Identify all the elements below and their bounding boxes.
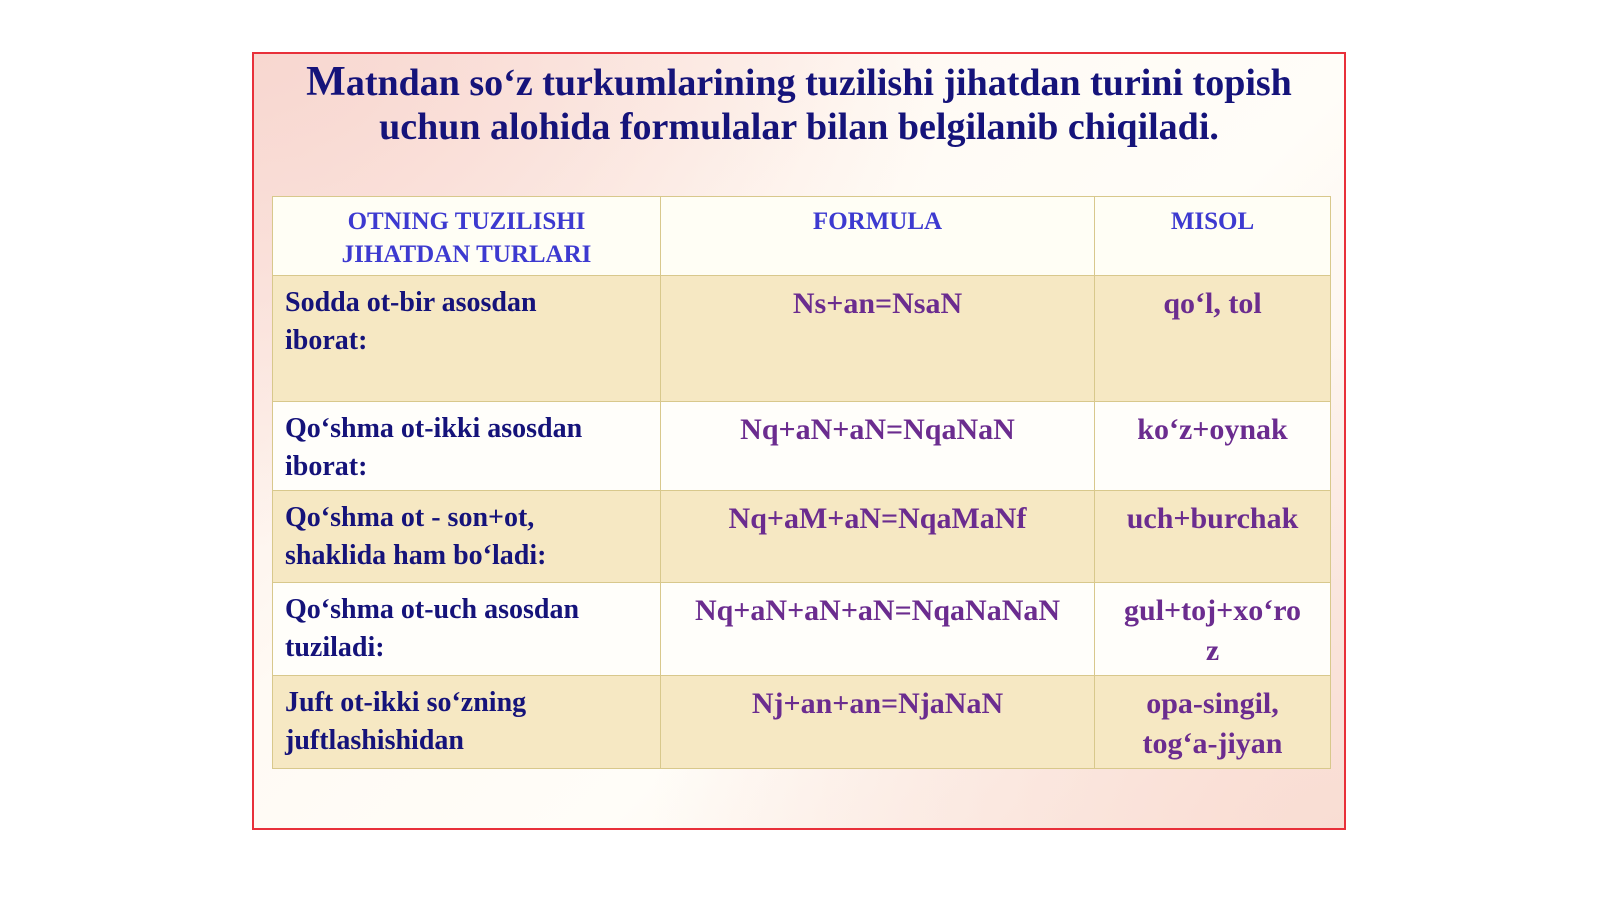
row-example-line2: z bbox=[1205, 634, 1220, 667]
title-line-1: atndan so‘z turkumlarining tuzilishi jihatdan turini topish bbox=[345, 62, 1292, 104]
row-label-line1: Sodda ot-bir asosdan bbox=[285, 287, 537, 318]
table-row bbox=[273, 583, 1331, 676]
table-row bbox=[273, 676, 1331, 769]
row-example bbox=[1095, 676, 1331, 769]
noun-structure-table bbox=[272, 196, 1331, 769]
row-label-line2: tuziladi: bbox=[285, 632, 385, 663]
slide-title bbox=[274, 60, 1324, 149]
row-label bbox=[273, 583, 661, 676]
row-label bbox=[273, 676, 661, 769]
row-example bbox=[1095, 491, 1331, 583]
table-row bbox=[273, 276, 1331, 402]
header-structure-types bbox=[273, 197, 661, 276]
row-example-line2: tog‘a-jiyan bbox=[1142, 727, 1283, 760]
row-formula: Nq+aN+aN+aN=NqaNaNaN bbox=[661, 583, 1095, 676]
row-example-line1: qo‘l, tol bbox=[1163, 287, 1262, 320]
row-label-line2: juftlashishidan bbox=[285, 725, 464, 756]
row-label bbox=[273, 491, 661, 583]
slide-frame bbox=[252, 52, 1346, 830]
row-label-line2: shaklida ham bo‘ladi: bbox=[285, 540, 547, 571]
table-row bbox=[273, 402, 1331, 491]
row-label-line2: iborat: bbox=[285, 325, 368, 356]
row-label bbox=[273, 402, 661, 491]
row-formula: Ns+an=NsaN bbox=[661, 276, 1095, 402]
header-col1-line2: JIHATDAN TURLARI bbox=[341, 241, 592, 268]
table-header-row bbox=[273, 197, 1331, 276]
title-first-letter: M bbox=[306, 59, 346, 105]
table-row bbox=[273, 491, 1331, 583]
row-formula: Nq+aM+aN=NqaMaNf bbox=[661, 491, 1095, 583]
row-example-line1: uch+burchak bbox=[1126, 502, 1299, 535]
row-example bbox=[1095, 583, 1331, 676]
row-label bbox=[273, 276, 661, 402]
header-formula: FORMULA bbox=[661, 197, 1095, 276]
row-example-line1: opa-singil, bbox=[1146, 687, 1279, 720]
row-formula: Nj+an+an=NjaNaN bbox=[661, 676, 1095, 769]
row-label-line1: Qo‘shma ot-uch asosdan bbox=[285, 594, 580, 625]
row-example-line1: ko‘z+oynak bbox=[1137, 413, 1288, 446]
row-label-line1: Juft ot-ikki so‘zning bbox=[285, 687, 527, 718]
header-col1-line1: OTNING TUZILISHI bbox=[347, 208, 586, 235]
row-label-line1: Qo‘shma ot - son+ot, bbox=[285, 502, 535, 533]
header-example: MISOL bbox=[1095, 197, 1331, 276]
title-line-2: uchun alohida formulalar bilan belgilanib chiqiladi. bbox=[379, 106, 1219, 148]
row-label-line1: Qo‘shma ot-ikki asosdan bbox=[285, 413, 583, 444]
row-example bbox=[1095, 402, 1331, 491]
row-formula: Nq+aN+aN=NqaNaN bbox=[661, 402, 1095, 491]
row-example-line1: gul+toj+xo‘ro bbox=[1124, 594, 1301, 627]
row-example bbox=[1095, 276, 1331, 402]
row-label-line2: iborat: bbox=[285, 451, 368, 482]
